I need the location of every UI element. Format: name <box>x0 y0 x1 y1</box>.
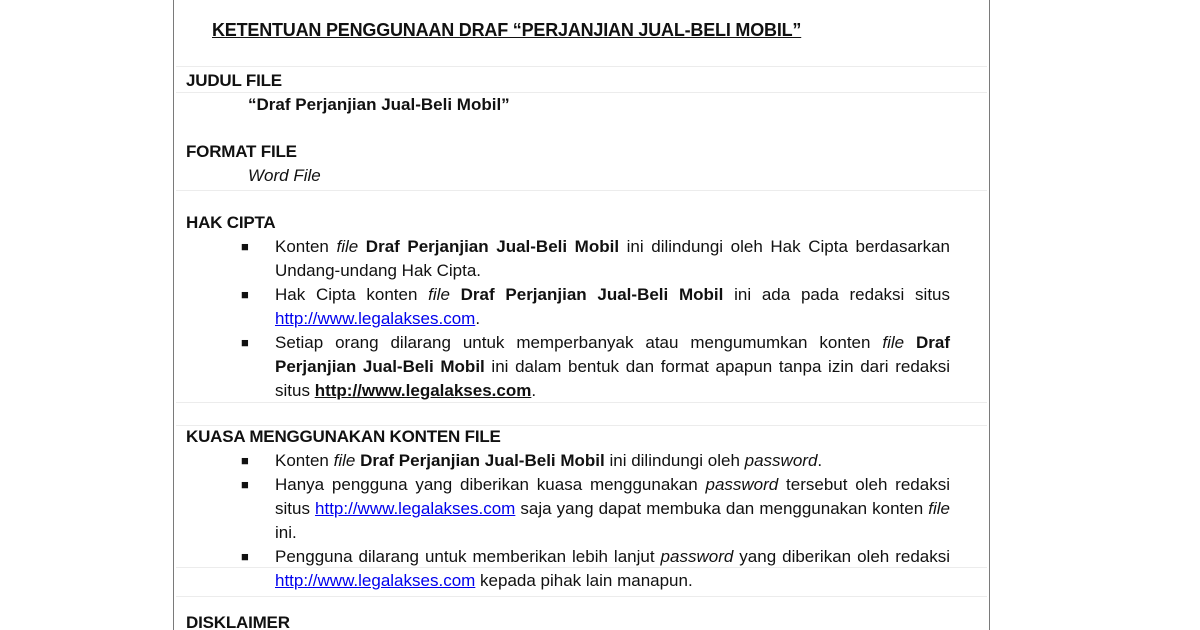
judul-value: “Draf Perjanjian Jual-Beli Mobil” <box>248 95 510 114</box>
format-value: Word File <box>248 166 321 185</box>
scan-stripe <box>176 190 987 191</box>
kuasa-list <box>239 449 950 593</box>
list-item: ■ Setiap orang dilarang untuk memperbanyak atau mengumumkan konten file Draf Perjanjian Jual-Beli Mobil ini dalam bentuk dan format apapun tanpa izin dari redaksi situs http://www.legalakses.com. <box>241 333 950 400</box>
section-heading-format: FORMAT FILE <box>186 142 297 161</box>
list-item: ■ Pengguna dilarang untuk memberikan lebih lanjut password yang diberikan oleh redaksi http://www.legalakses.com kepada pihak lain manapun. <box>241 547 951 590</box>
legalakses-link[interactable]: http://www.legalakses.com <box>275 571 476 590</box>
section-heading-disklaimer: DISKLAIMER <box>186 613 290 630</box>
list-item: ■ Hak Cipta konten file Draf Perjanjian Jual-Beli Mobil ini ada pada redaksi situs http://www.legalakses.com. <box>241 285 951 328</box>
document-page <box>173 0 990 630</box>
list-item: ■ Hanya pengguna yang diberikan kuasa menggunakan password tersebut oleh redaksi situs http://www.legalakses.com saja yang dapat membuka dan menggunakan konten file ini. <box>241 475 950 542</box>
scan-stripe <box>176 425 987 426</box>
list-item: ■ Konten file Draf Perjanjian Jual-Beli Mobil ini dilindungi oleh password. <box>239 449 950 473</box>
scan-stripe <box>176 596 987 597</box>
list-item: ■ Konten file Draf Perjanjian Jual-Beli Mobil ini dilindungi oleh Hak Cipta berdasarkan Undang-undang Hak Cipta. <box>241 237 950 280</box>
bullet-icon: ■ <box>241 239 249 254</box>
section-heading-hak-cipta: HAK CIPTA <box>186 213 276 232</box>
section-heading-judul: JUDUL FILE <box>186 71 282 90</box>
bullet-icon: ■ <box>241 549 249 564</box>
legalakses-link[interactable]: http://www.legalakses.com <box>315 499 516 518</box>
hak-cipta-list <box>239 235 950 403</box>
legalakses-link-bold[interactable]: http://www.legalakses.com <box>314 381 532 400</box>
document-title: KETENTUAN PENGGUNAAN DRAF “PERJANJIAN JUAL-BELI MOBIL” <box>212 20 802 40</box>
scan-stripe <box>176 92 987 93</box>
bullet-icon: ■ <box>241 287 249 302</box>
scan-stripe <box>176 66 987 67</box>
bullet-icon: ■ <box>241 477 249 492</box>
bullet-icon: ■ <box>241 453 249 468</box>
bullet-icon: ■ <box>241 335 249 350</box>
legalakses-link[interactable]: http://www.legalakses.com <box>275 309 476 328</box>
section-heading-kuasa: KUASA MENGGUNAKAN KONTEN FILE <box>186 427 501 446</box>
